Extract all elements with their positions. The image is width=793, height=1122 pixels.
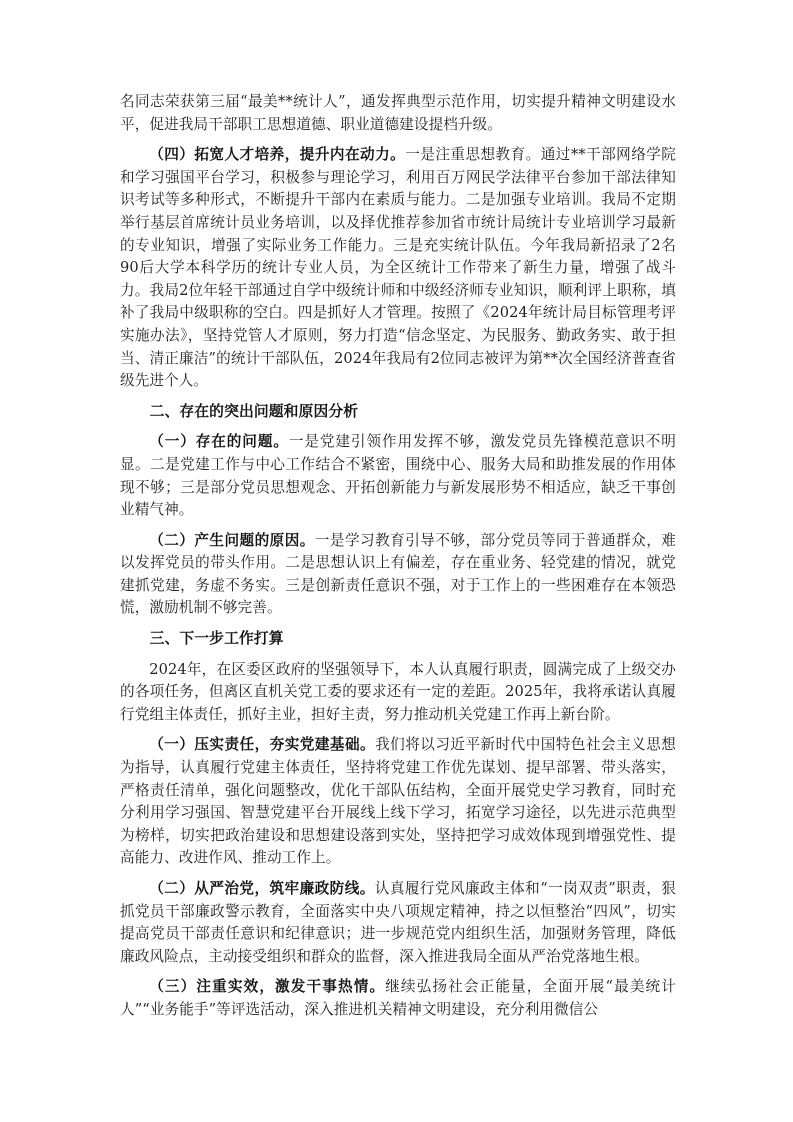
paragraph-text: 认真履行党风廉政主体和“一岗双责”职责，狠抓党员干部廉政警示教育，全面落实中央八项规定精神，持之以恒整治“四风”，切实提高党员干部责任意识和纪律意识；进一步规范党内组织生活，加强财务管理，降低廉政风险点，主动接受组织和群众的监督，深入推进我局全面从严治党落地生根。 xyxy=(120,880,676,965)
section-heading-next-steps: 三、下一步工作打算 xyxy=(149,630,284,648)
paragraph-text: 一是学习教育引导不够，部分党员等同于普通群众，难以发挥党员的带头作用。二是思想认识上有偏差，存在重业务、轻党建的情况，就党建抓党建，务虚不务实。三是创新责任意识不强，对于工作上的一些困难存在本领恐慌，激励机制不够完善。 xyxy=(120,531,676,617)
paragraph-strict-governance xyxy=(120,878,676,968)
paragraph-heading: （二）产生问题的原因。 xyxy=(149,531,315,549)
paragraph-heading: （四）拓宽人才培养，提升内在动力。 xyxy=(149,146,406,164)
paragraph-heading: （三）注重实效，激发干事热情。 xyxy=(149,978,386,996)
paragraph-text: 我们将以习近平新时代中国特色社会主义思想为指导，认真履行党建主体责任，坚持将党建工作优先谋划、提早部署、带头落实，严格责任清单，强化问题整改，优化干部队伍结构，全面开展党史学习教育，同时充分利用学习强国、智慧党建平台开展线上线下学习，拓宽学习途径，以先进示范典型为榜样，切实把政治建设和思想建设落到实处，坚持把学习成效体现到增强党性、提高能力、改进作风、推动工作上。 xyxy=(120,736,676,867)
paragraph-text: 继续弘扬社会正能量，全面开展“最美统计人”“业务能手”等评选活动，深入推进机关精神文明建设，充分利用微信公 xyxy=(120,978,676,1018)
paragraph-causes xyxy=(120,530,676,620)
paragraph-text: 一是党建引领作用发挥不够，激发党员先锋模范意识不明显。二是党建工作与中心工作结合不紧密，围绕中心、服务大局和助推发展的作用体现不够；三是部分党员思想观念、开拓创新能力与新发展形势不相适应，缺乏干事创业精气神。 xyxy=(120,433,676,519)
paragraph-heading: （一）压实责任，夯实党建基础。 xyxy=(149,736,376,754)
document-body xyxy=(120,91,676,1030)
paragraph-problems xyxy=(120,431,676,521)
paragraph-talent-training xyxy=(120,144,676,393)
paragraph-responsibility xyxy=(120,734,676,870)
paragraph-heading: （一）存在的问题。 xyxy=(149,433,289,451)
paragraph-text: 2024年，在区委区政府的坚强领导下，本人认真履行职责，圆满完成了上级交办的各项任务，但离区直机关党工委的要求还有一定的差距。2025年，我将承诺认真履行党组主体责任，抓好主业，担好主责，努力推动机关党建工作再上新台阶。 xyxy=(120,660,676,723)
paragraph-text: 一是注重思想教育。通过**干部网络学院和学习强国平台学习，积极参与理论学习，利用百万网民学法律平台参加干部法律知识考试等多种形式，不断提升干部内在素质与能力。二是加强专业培训。我局不定期举行基层首席统计员业务培训，以及择优推荐参加省市统计局统计专业培训学习最新的专业知识，增强了实际业务工作能力。三是充实统计队伍。今年我局新招录了2名90后大学本科学历的统计专业人员，为全区统计工作带来了新生力量，增强了战斗力。我局2位年轻干部通过自学中级统计师和中级经济师专业知识，顺利评上职称，填补了我局中级职称的空白。四是抓好人才管理。按照了《2024年统计局目标管理考评实施办法》，坚持党管人才原则，努力打造“信念坚定、为民服务、勤政务实、敢于担当、清正廉洁”的统计干部队伍，2024年我局有2位同志被评为第**次全国经济普查省级先进个人。 xyxy=(120,146,677,390)
paragraph-effectiveness xyxy=(120,976,676,1021)
paragraph-text: 名同志荣获第三届“最美**统计人”，通发挥典型示范作用，切实提升精神文明建设水平，促进我局干部职工思想道德、职业道德建设提档升级。 xyxy=(120,93,676,133)
paragraph-heading: （二）从严治党，筑牢廉政防线。 xyxy=(149,880,375,897)
paragraph-next-steps-intro xyxy=(120,659,676,727)
section-heading-problems: 二、存在的突出问题和原因分析 xyxy=(149,402,359,420)
paragraph-continued xyxy=(120,91,676,136)
